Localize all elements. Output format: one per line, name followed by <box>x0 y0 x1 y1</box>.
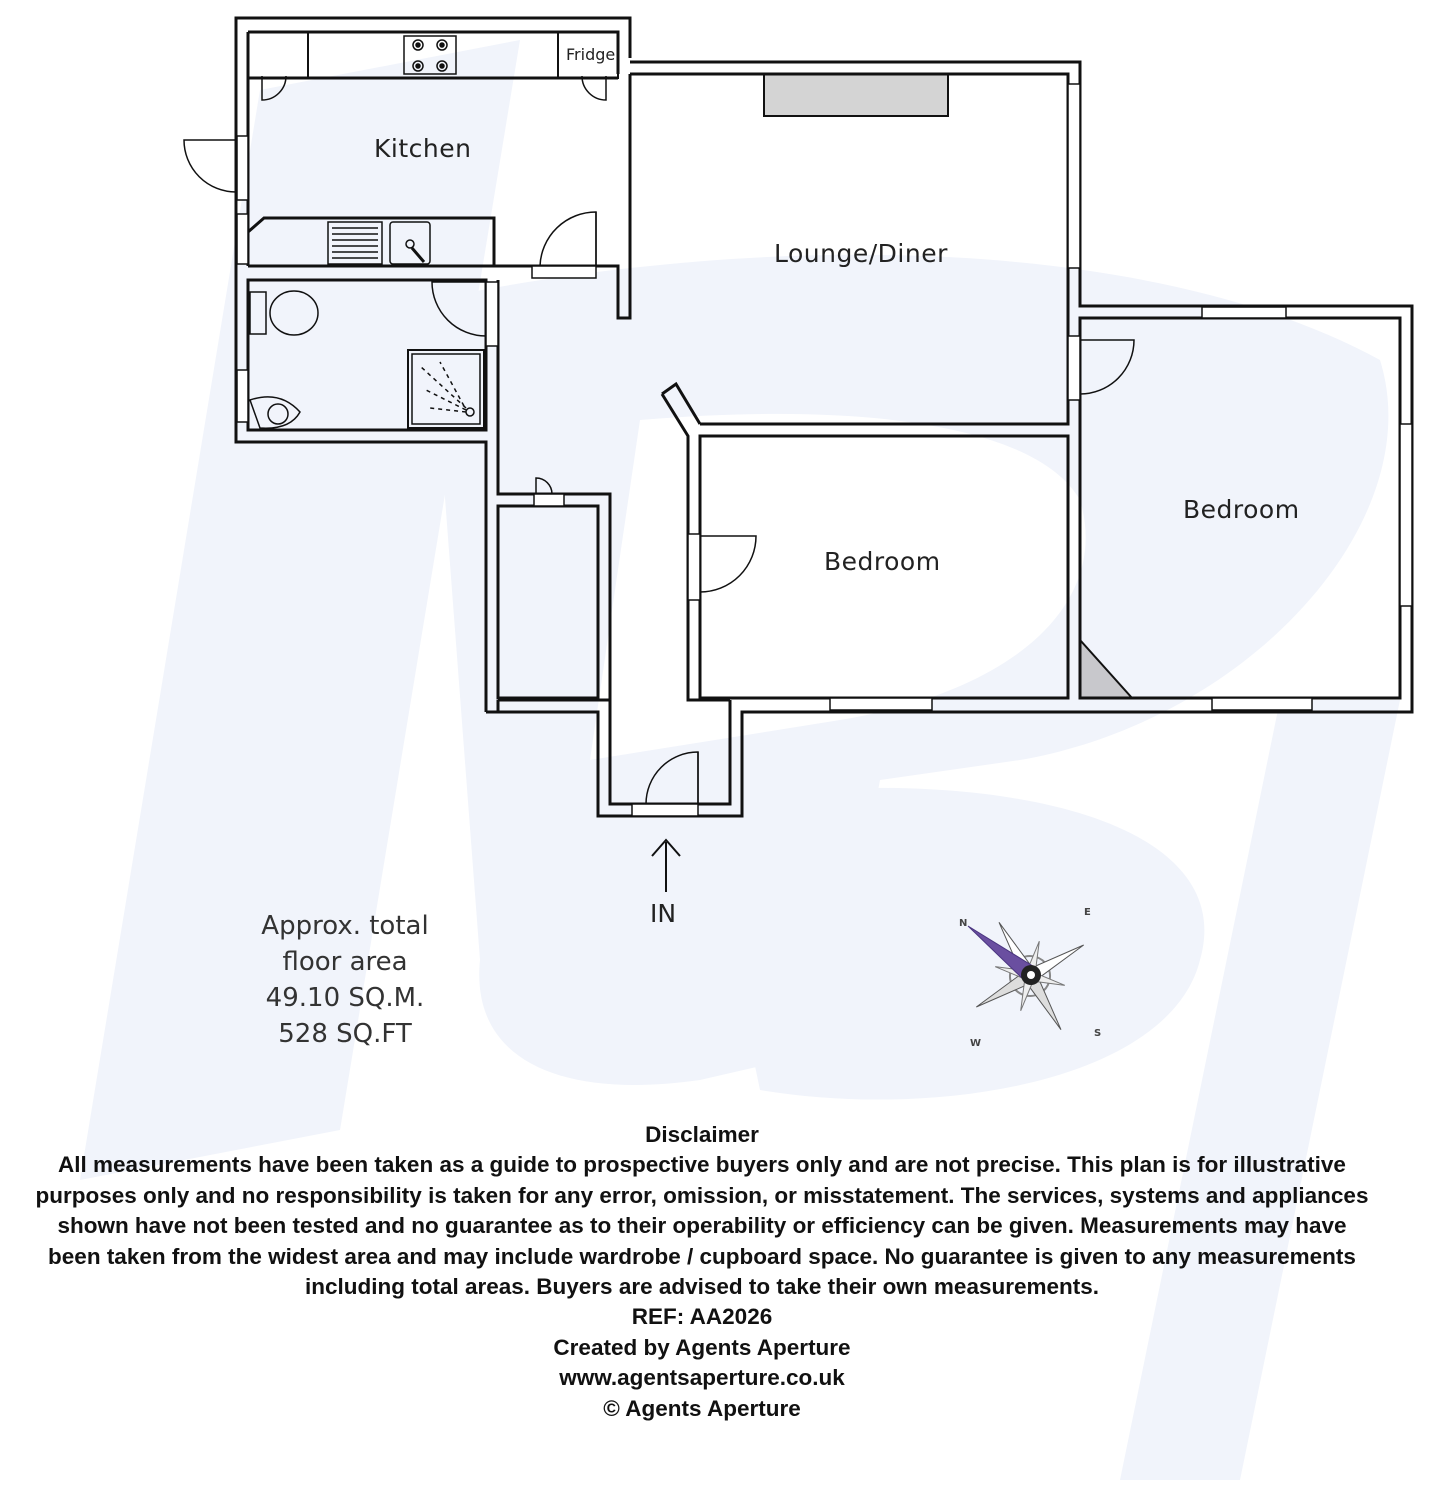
compass-s: S <box>1094 1028 1102 1039</box>
kitchen-label: Kitchen <box>374 134 472 163</box>
compass-n: N <box>959 918 968 929</box>
area-sqm: 49.10 SQ.M. <box>265 983 425 1013</box>
disclaimer-created-by: Created by Agents Aperture <box>553 1334 851 1360</box>
disclaimer-title: Disclaimer <box>645 1122 759 1147</box>
disclaimer-website: www.agentsaperture.co.uk <box>559 1365 845 1391</box>
fireplace <box>764 74 948 116</box>
disclaimer <box>30 1120 1374 1424</box>
bedroom-2-label: Bedroom <box>1183 495 1300 524</box>
disclaimer-ref: REF: AA2026 <box>631 1304 773 1330</box>
disclaimer-body: All measurements have been taken as a guide to prospective buyers only and are not precise. This plan is for illustrative purposes only and no responsibility is taken for any error, omission, or misstatement. The services, systems and appliances shown have not been tested and no guarantee as to their operability or efficiency can be given. Measurements may have been taken from the widest area and may include wardrobe / cupboard space. No guarantee is given to any measurements including total areas. Buyers are advised to take their own measurements. <box>35 1152 1369 1300</box>
fridge-label: Fridge <box>566 45 616 64</box>
bedroom-1-label: Bedroom <box>824 547 941 576</box>
area-line-1: Approx. total <box>261 911 429 941</box>
disclaimer-copyright: © Agents Aperture <box>603 1395 801 1421</box>
lounge-diner-label: Lounge/Diner <box>774 239 948 268</box>
area-sqft: 528 SQ.FT <box>278 1019 412 1049</box>
compass-w: W <box>970 1038 982 1049</box>
compass-e: E <box>1084 907 1091 918</box>
entrance-label: IN <box>650 899 677 928</box>
area-line-2: floor area <box>282 947 408 977</box>
total-area <box>200 908 490 1052</box>
